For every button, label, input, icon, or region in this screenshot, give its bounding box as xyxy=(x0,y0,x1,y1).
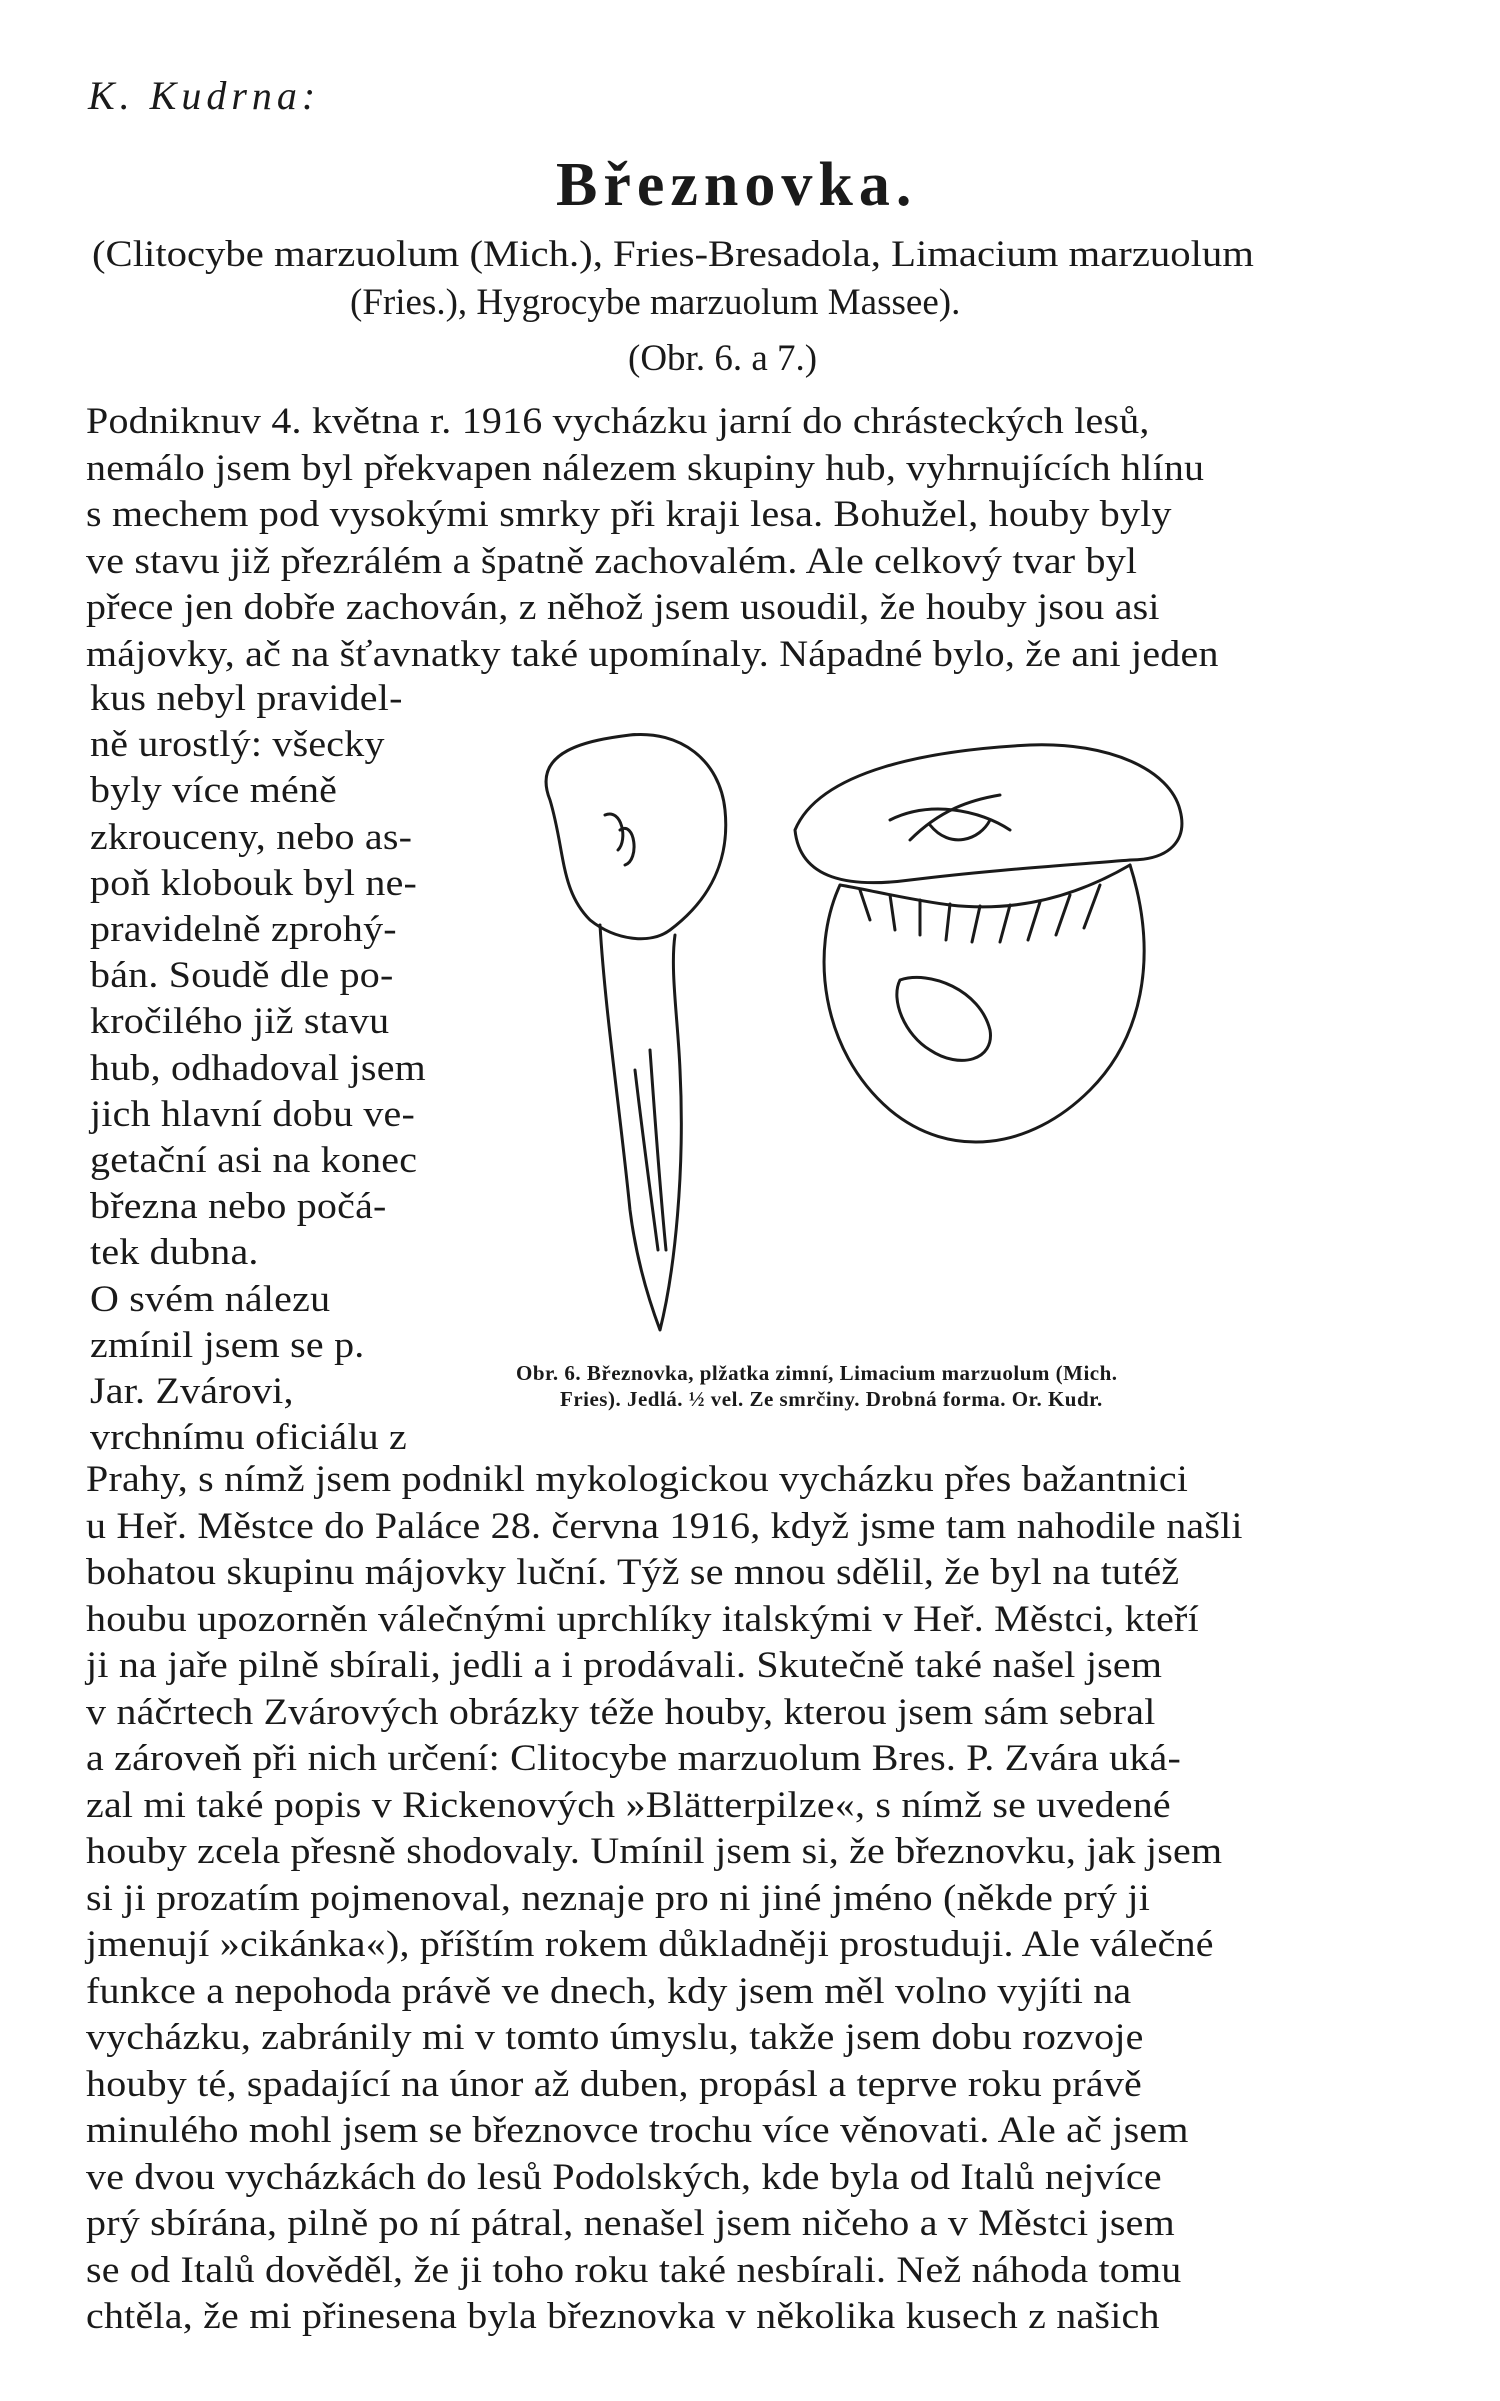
article-title: Březnovka. xyxy=(556,151,918,219)
text-line: Podniknuv 4. května r. 1916 vycházku jarní do chrásteckých lesů, xyxy=(86,401,1150,442)
text-line: ji na jaře pilně sbírali, jedli a i prodávali. Skutečně také našel jsem xyxy=(86,1645,1163,1686)
text-line: kus nebyl pravidel- xyxy=(90,678,403,719)
text-line: chtěla, že mi přinesena byla březnovka v několika kusech z našich xyxy=(86,2296,1160,2337)
text-line: přece jen dobře zachován, z něhož jsem usoudil, že houby jsou asi xyxy=(86,587,1160,628)
text-line: minulého mohl jsem se březnovce trochu více věnovati. Ale ač jsem xyxy=(86,2110,1189,2151)
text-line: bán. Soudě dle po- xyxy=(90,955,394,997)
text-line: zkrouceny, nebo as- xyxy=(90,816,413,858)
text-line: jmenují »cikánka«), příštím rokem důkladněji prostuduji. Ale válečné xyxy=(86,1924,1214,1965)
mushroom-illustration xyxy=(510,690,1430,1340)
text-line: se od Italů dověděl, že ji toho roku také nesbírali. Než náhoda tomu xyxy=(86,2249,1182,2291)
text-line: O svém nálezu xyxy=(90,1278,331,1320)
text-line: a zároveň při nich určení: Clitocybe marzuolum Bres. P. Zvára uká- xyxy=(86,1738,1182,1779)
text-line: jich hlavní dobu ve- xyxy=(90,1093,416,1135)
right-mushroom-cap xyxy=(795,745,1182,883)
left-mushroom-cap xyxy=(546,734,726,938)
text-line: Prahy, s nímž jsem podnikl mykologickou vycházku přes bažantnici xyxy=(86,1459,1189,1500)
text-line: byly více méně xyxy=(90,770,338,812)
text-line: funkce a nepohoda právě ve dnech, kdy jsem měl volno vyjíti na xyxy=(86,1970,1132,2012)
text-line: ve dvou vycházkách do lesů Podolských, kde byla od Italů nejvíce xyxy=(86,2156,1162,2198)
figure-reference: (Obr. 6. a 7.) xyxy=(628,338,818,379)
text-line: vrchnímu oficiálu z xyxy=(90,1417,408,1459)
text-line: si ji prozatím pojmenoval, neznaje pro ni jiné jméno (někde prý ji xyxy=(86,1877,1151,1919)
text-line: kročilého již stavu xyxy=(90,1001,390,1043)
text-line: pravidelně zprohý- xyxy=(90,909,397,950)
text-line: zal mi také popis v Rickenových »Blätterpilze«, s nímž se uvedené xyxy=(86,1784,1171,1826)
text-line: bohatou skupinu májovky luční. Týž se mnou sdělil, že byl na tutéž xyxy=(86,1552,1180,1593)
text-line: houby zcela přesně shodovaly. Umínil jsem si, že březnovku, jak jsem xyxy=(86,1831,1223,1872)
text-line: ve stavu již přezrálém a špatně zachovalém. Ale celkový tvar byl xyxy=(86,540,1138,582)
text-line: u Heř. Městce do Paláce 28. června 1916, když jsme tam nahodile našli xyxy=(86,1505,1243,1547)
text-line: hub, odhadoval jsem xyxy=(90,1047,426,1089)
text-line: májovky, ač na šťavnatky také upomínaly. Nápadné bylo, že ani jeden xyxy=(86,633,1219,675)
text-line: poň klobouk byl ne- xyxy=(90,862,418,904)
text-line: Jar. Zvárovi, xyxy=(90,1371,294,1412)
text-line: s mechem pod vysokými smrky při kraji lesa. Bohužel, houby byly xyxy=(86,494,1172,535)
text-line: v náčrtech Zvárových obrázky téže houby, kterou jsem sám sebral xyxy=(86,1691,1156,1733)
text-line: getační asi na konec xyxy=(90,1140,418,1181)
text-line: houby té, spadající na únor až duben, propásl a teprve roku právě xyxy=(86,2063,1142,2105)
text-line: vycházku, zabránily mi v tomto úmyslu, takže jsem dobu rozvoje xyxy=(86,2017,1144,2058)
text-line: března nebo počá- xyxy=(90,1186,387,1228)
synonyms-line-1: (Clitocybe marzuolum (Mich.), Fries-Bresadola, Limacium marzuolum xyxy=(92,234,1254,275)
caption-line-1: Obr. 6. Březnovka, plžatka zimní, Limacium marzuolum (Mich. xyxy=(516,1361,1118,1385)
text-line: ně urostlý: všecky xyxy=(90,724,385,766)
figure-caption xyxy=(516,1360,1118,1412)
caption-line-2: Fries). Jedlá. ½ vel. Ze smrčiny. Drobná forma. Or. Kudr. xyxy=(560,1387,1103,1411)
text-line: tek dubna. xyxy=(90,1232,259,1274)
author-heading: K. Kudrna: xyxy=(88,73,321,118)
text-line: zmínil jsem se p. xyxy=(90,1324,365,1366)
text-line: houbu upozorněn válečnými uprchlíky italskými v Heř. Městci, kteří xyxy=(86,1598,1199,1640)
text-line: prý sbírána, pilně po ní pátral, nenašel jsem ničeho a v Městci jsem xyxy=(86,2203,1175,2244)
synonyms-line-2: (Fries.), Hygrocybe marzuolum Massee). xyxy=(350,282,961,323)
text-line: nemálo jsem byl překvapen nálezem skupiny hub, vyhrnujících hlínu xyxy=(86,447,1205,489)
